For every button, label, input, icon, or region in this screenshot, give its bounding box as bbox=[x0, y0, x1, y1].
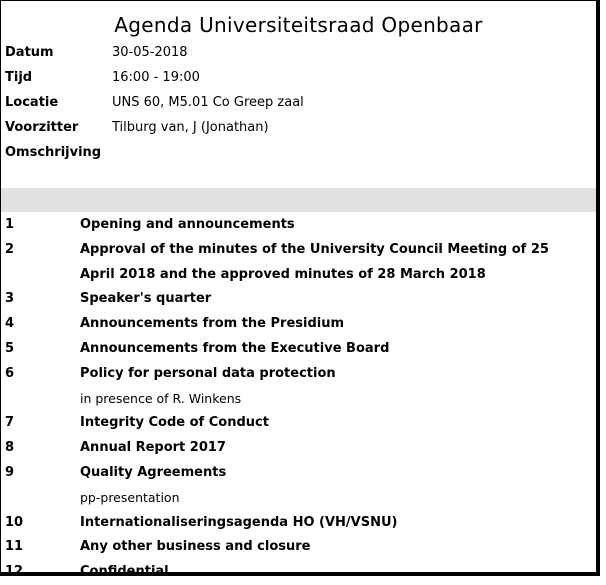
agenda-item-number: 4 bbox=[5, 316, 15, 332]
agenda-item-title: Any other business and closure bbox=[80, 539, 311, 555]
agenda-item-number: 11 bbox=[5, 539, 24, 555]
agenda-item-note: in presence of R. Winkens bbox=[80, 390, 242, 406]
document-title: Agenda Universiteitsraad Openbaar bbox=[114, 13, 483, 37]
agenda-item bbox=[1, 511, 596, 536]
agenda-item-number: 8 bbox=[5, 440, 15, 456]
agenda-item-number: 2 bbox=[5, 241, 15, 257]
agenda-item-title: Policy for personal data protection bbox=[80, 365, 336, 381]
voorzitter-label: Voorzitter bbox=[5, 120, 79, 135]
agenda-item-title: Opening and announcements bbox=[80, 217, 295, 232]
agenda-item-title: Confidential bbox=[80, 564, 169, 580]
agenda-item bbox=[1, 560, 596, 585]
agenda-item-number: 7 bbox=[5, 415, 15, 431]
agenda-item bbox=[1, 535, 596, 560]
voorzitter-value: Tilburg van, J (Jonathan) bbox=[112, 120, 269, 135]
agenda-item-number: 12 bbox=[5, 564, 24, 580]
locatie-value: UNS 60, M5.01 Co Greep zaal bbox=[112, 95, 304, 110]
agenda-item-title: Announcements from the Presidium bbox=[80, 316, 345, 332]
agenda-item-number: 10 bbox=[5, 514, 24, 530]
agenda-item bbox=[1, 238, 596, 288]
agenda-item bbox=[1, 362, 596, 412]
agenda-item bbox=[1, 436, 596, 461]
agenda-item-title: Integrity Code of Conduct bbox=[80, 415, 269, 431]
omschrijving-label: Omschrijving bbox=[5, 145, 102, 160]
locatie-label: Locatie bbox=[5, 95, 59, 110]
datum-value: 30-05-2018 bbox=[112, 45, 188, 60]
agenda-item bbox=[1, 411, 596, 436]
agenda-item-title: Internationaliseringsagenda HO (VH/VSNU) bbox=[80, 514, 398, 530]
agenda-item-number: 6 bbox=[5, 365, 15, 381]
agenda-item bbox=[1, 213, 596, 238]
agenda-item-title: Approval of the minutes of the University Council Meeting of 25 April 2018 and the approved minutes of 28 March 2018 bbox=[80, 241, 549, 282]
agenda-item-title: Speaker's quarter bbox=[80, 291, 212, 307]
agenda-list bbox=[1, 213, 596, 585]
agenda-item-number: 9 bbox=[5, 464, 15, 480]
agenda-item-title: Announcements from the Executive Board bbox=[80, 340, 390, 356]
tijd-label: Tijd bbox=[5, 70, 33, 85]
agenda-item bbox=[1, 312, 596, 337]
agenda-item-number: 5 bbox=[5, 340, 15, 356]
section-divider-band bbox=[1, 188, 596, 212]
agenda-item bbox=[1, 287, 596, 312]
agenda-item-title: Annual Report 2017 bbox=[80, 440, 226, 456]
agenda-item bbox=[1, 461, 596, 511]
agenda-item bbox=[1, 337, 596, 362]
agenda-item-number: 1 bbox=[5, 217, 15, 232]
agenda-item-note: pp-presentation bbox=[80, 489, 180, 505]
agenda-item-number: 3 bbox=[5, 291, 15, 307]
datum-label: Datum bbox=[5, 45, 54, 60]
agenda-item-title: Quality Agreements bbox=[80, 464, 227, 480]
tijd-value: 16:00 - 19:00 bbox=[112, 70, 200, 85]
